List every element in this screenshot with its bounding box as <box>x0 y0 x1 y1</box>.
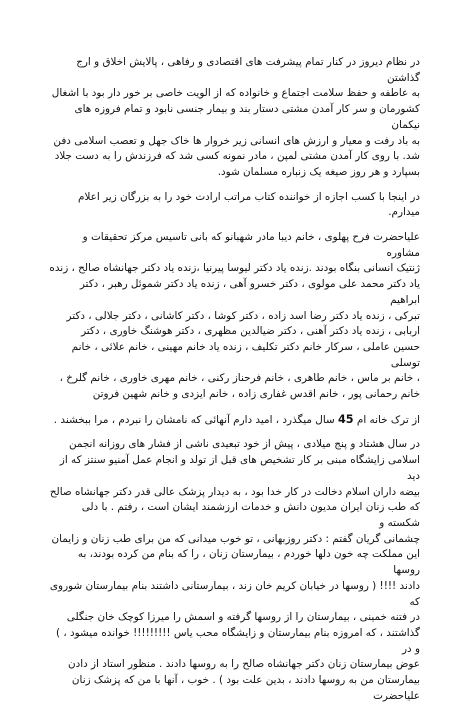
text-line: اسلامی زایشگاه مبنی بر کار تشخیص های قبل از تولد و انجام عمل آمنیو سنتز که از دید <box>59 454 420 482</box>
text-line: در فتنه خمینی ، بیمارستان را از روسها گرفته و اسمش را میرزا کوچک خان جنگلی <box>66 611 420 624</box>
text-line: شد. با روی کار آمدن مشتی لمپن ، مادر نمونه کسی شد که فرزندش را به دست جلاد <box>54 150 420 163</box>
text-line: که طب زنان ایران مدیون دانش و خدمات ارزشمند ایشان است ، رفتم . با دلی شکسته و <box>81 501 420 529</box>
paragraph-acknowledgement <box>48 190 420 221</box>
paragraph-years <box>48 412 420 429</box>
paragraph-gap <box>48 428 420 437</box>
paragraph-gap <box>48 181 420 190</box>
paragraph-intro <box>48 55 420 181</box>
text-line: چشمانی گریان گفتم : دکتر روزبهانی ، تو خوب میدانی که من برای طب زنان و زایمان <box>51 532 420 545</box>
text-line <box>48 412 420 429</box>
text-line: این مملکت چه خون دلها خوردم ، بیمارستان زنان ، را که بنام من کرده بودند، به روسها <box>77 548 420 577</box>
paragraph-gap <box>48 403 420 412</box>
paragraph-names <box>48 230 420 403</box>
years-number: 45 <box>338 412 354 426</box>
text-line: حسین عاملی ، سرکار خانم دکتر تکلیف ، زنده یاد خانم مهینی ، خانم علائی ، خانم توسلی <box>71 340 420 369</box>
text-line: اربابی ، زنده یاد دکتر آهنی ، دکتر ضیالدین مظهری ، دکتر هوشنگ خاوری ، دکتر <box>81 325 420 338</box>
line-segment: از ترک خانه ام <box>353 413 420 426</box>
text-line: در نظام دیروز در کنار تمام پیشرفت های اقتصادی و رفاهی ، پالایش اخلاق و ارج گذاشتن <box>76 56 420 84</box>
paragraph-gap <box>48 221 420 230</box>
text-line: به باد رفت و معیار و ارزش های انسانی زیر خروار ها خاک جهل و تعصب اسلامی دفن <box>53 134 420 147</box>
text-line: علیاحضرت فرح پهلوی ، خانم دیبا مادر شهبانو که بانی تاسیس مرکز تحقیقات و مشاوره <box>82 231 420 259</box>
text-line: خانم رحمانی پور ، خانم اقدس غفاری زاده ، خانم ایزدی و خانم شهین فروتن <box>92 388 420 401</box>
text-line: دادند !!!! ( روسها در خیابان کریم خان زند ، بیمارستانی داشتند بنام بیمارستان شوروی که <box>49 579 420 608</box>
text-line: بیضه داران اسلام دخالت در کار خدا بود ، به دیدار پزشک عالی قدر دکتر جهانشاه صالح <box>49 485 420 498</box>
text-line: در سال هشتاد و پنج میلادی ، پیش از خود تبعیدی ناشی از فشار های روزانه انجمن <box>68 438 420 451</box>
text-line: کشورمان و سر کار آمدن مشتی دستار بند و بیمار جنسی نابود و تمام فروزه های نیکمان <box>74 103 420 131</box>
text-line: عوض بیمارستان زنان دکتر جهانشاه صالح را به روسها دادند . منظور استاد از دادن <box>67 658 420 671</box>
text-line: در اینجا با کسب اجازه از خواننده کتاب مراتب ارادت خود را به بزرگان زیر اعلام <box>78 190 420 203</box>
text-line: یاد دکتر محمد علی مولوی ، دکتر خسرو آهی ، زنده یاد دکتر شموئل رهبر ، دکتر ابراهیم <box>79 278 420 306</box>
text-line: ، خانم بر ماس ، خانم طاهری ، خانم فرحناز رکنی ، خانم مهری خاوری ، خانم گلرخ ، <box>59 372 420 385</box>
text-line: ژنتیک انسانی بنگاه بودند .زنده یاد دکتر لیوسا پیرنیا ،زنده یاد دکتر جهانشاه صالح ، زنده <box>49 262 420 275</box>
document-page <box>48 55 420 704</box>
text-line: بیمارستان من به روسها دادند ، بدین علت بود ) . خوب ، آنها با من که پزشک زنان علیاحضرت <box>71 674 420 702</box>
line-segment: سال میگذرد ، امید دارم آنهائی که نامشان را نبردم ، مرا ببخشند . <box>53 413 338 426</box>
text-line: به عاطفه و حفظ سلامت اجتماع و خانواده که از الویت خاصی بر خور دار بود با اشغال <box>51 87 420 100</box>
text-line: میدارم. <box>388 206 420 219</box>
paragraph-story <box>48 437 420 704</box>
text-line: گذاشتند ، که امروزه بنام بیمارستان و زایشگاه محب یاس !!!!!!!!! خوانده میشود ، ) و در <box>56 626 420 655</box>
text-line: تبرکی ، زنده یاد دکتر رضا اسد زاده ، دکتر کوشا ، دکتر کاشانی ، دکتر جلالی ، دکتر <box>66 309 420 322</box>
text-line: بسپارد و هر روز صیغه یک زنباره مسلمان شود. <box>217 165 420 178</box>
